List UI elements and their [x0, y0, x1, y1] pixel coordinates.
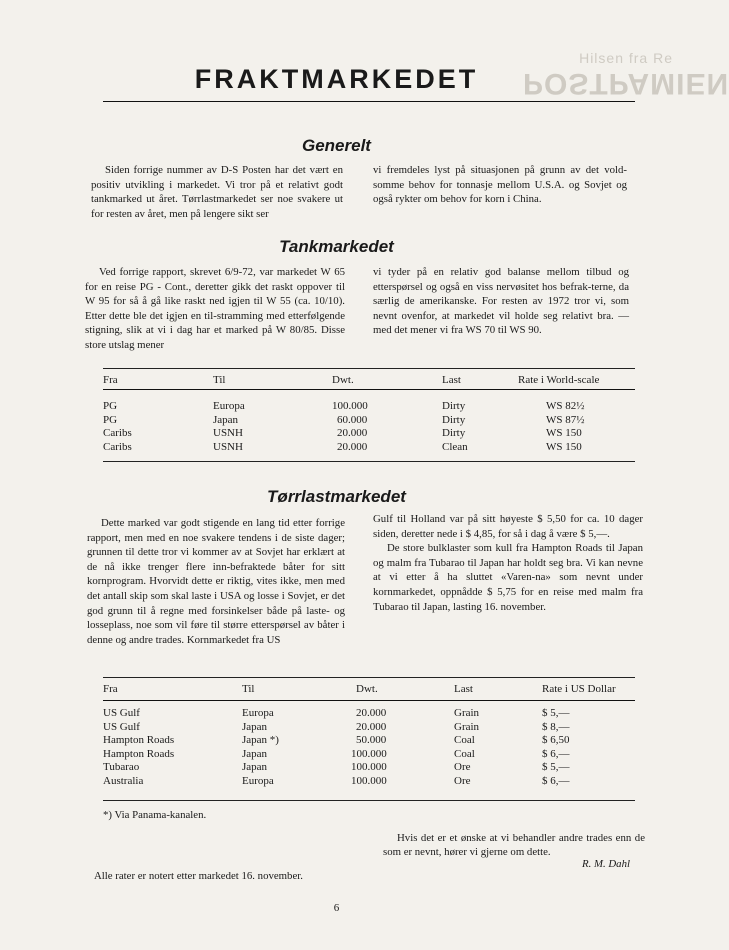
tank-table-top-rule	[103, 368, 635, 369]
cell-til: Europa	[242, 774, 274, 787]
torr-right-text-2: De store bulklaster som kull fra Hampton Roads til Japan og malm fra Tubarao til Japan har holdt seg bra. Vi kan nevne at vi etter å ha sluttet «Varen-na» som nevnt under kornmarkedet, oppnådde $ 5,75 for en reise med malm fra Tubarao til Japan, lasting 16. november.	[373, 542, 643, 613]
cell-fra: Caribs	[103, 440, 132, 453]
table-row	[103, 707, 635, 721]
footnote: *) Via Panama-kanalen.	[103, 809, 207, 821]
generelt-left-column	[91, 163, 343, 221]
col-header-fra: Fra	[103, 683, 118, 695]
torr-table-top-rule	[103, 677, 635, 678]
cell-til: Japan	[242, 747, 268, 760]
cell-rate: $ 6,50	[542, 734, 570, 747]
tank-right-text: vi tyder på en relativ god balanse mellom tilbud og etterspørsel og også en viss nervøsitet hos befrak-terne, da særlig de amerikanske. For resten av 1972 tror vi, som nevnt ovenfor, at markedet vil holde seg relativt bra. — med det mener vi fra WS 70 til WS 90.	[373, 266, 629, 337]
tank-rates-table	[103, 374, 635, 387]
table-row	[103, 748, 635, 762]
cell-til: Europa	[213, 400, 245, 412]
torr-right-text-1: Gulf til Holland var på sitt høyeste $ 5,50 for ca. 10 dager siden, deretter nede i $ 4,85, for så i dag å være $ 5,—.	[373, 513, 643, 540]
col-header-last: Last	[442, 374, 461, 386]
col-header-last: Last	[454, 683, 473, 695]
cell-last: Grain	[454, 707, 480, 719]
torr-table-header-rule	[103, 700, 635, 701]
torr-rates-table	[103, 683, 635, 696]
tank-table-bottom-rule	[103, 461, 635, 462]
table-row	[103, 761, 635, 775]
cell-last: Ore	[454, 761, 471, 774]
cell-rate: WS 82½	[546, 400, 585, 412]
cell-dwt: 20.000	[337, 427, 368, 439]
cell-last: Grain	[454, 720, 480, 733]
page-number: 6	[333, 902, 340, 914]
cell-fra: Hampton Roads	[103, 747, 175, 760]
table-header-row	[103, 683, 635, 696]
table-row	[103, 427, 635, 441]
cell-til: Japan	[213, 413, 239, 426]
cell-til: USNH	[213, 440, 243, 453]
cell-til: USNH	[213, 427, 243, 439]
tank-table-body	[103, 400, 635, 454]
cell-til: Europa	[242, 707, 274, 719]
generelt-right-text: vi fremdeles lyst på situasjonen på grunn av det vold-somme behov for tonnasje mellom U.S.A. og Sovjet og også rykter om behov for korn i China.	[373, 164, 627, 206]
cell-dwt: 20.000	[337, 440, 368, 453]
cell-fra: Hampton Roads	[103, 734, 175, 747]
cell-fra: US Gulf	[103, 707, 140, 719]
cell-rate: $ 5,—	[542, 707, 570, 719]
cell-rate: $ 6,—	[542, 774, 570, 787]
tank-right-column	[373, 265, 629, 338]
torr-right-column	[373, 512, 643, 614]
cell-dwt: 60.000	[337, 413, 368, 426]
table-row	[103, 734, 635, 748]
tank-left-column	[85, 265, 345, 353]
torr-table-bottom-rule	[103, 800, 635, 801]
col-header-rate: Rate i World-scale	[518, 374, 600, 386]
heading-generelt: Generelt	[302, 136, 371, 155]
col-header-dwt: Dwt.	[332, 374, 354, 386]
cell-dwt: 100.000	[351, 761, 387, 774]
generelt-left-text: Siden forrige nummer av D-S Posten har det vært en positiv utvikling i markedet. Vi tror på et relativt godt tankmarked ut året. Tørrlastmarkedet ser noe svakere ut for resten av året, men på lengere sikt ser	[91, 164, 343, 220]
cell-fra: PG	[103, 413, 118, 426]
cell-dwt: 20.000	[356, 707, 387, 719]
table-row	[103, 775, 635, 789]
page-title: FRAKTMARKEDET	[194, 64, 479, 94]
signature: R. M. Dahl	[582, 858, 630, 870]
cell-dwt: 20.000	[356, 720, 387, 733]
cell-rate: WS 150	[546, 440, 582, 453]
cell-dwt: 100.000	[351, 747, 387, 760]
table-row	[103, 721, 635, 735]
cell-fra: PG	[103, 400, 118, 412]
cell-dwt: 100.000	[332, 400, 368, 412]
cell-til: Japan *)	[242, 734, 279, 747]
cell-last: Ore	[454, 774, 471, 787]
cell-rate: $ 6,—	[542, 747, 570, 760]
cell-last: Dirty	[442, 413, 466, 426]
tank-left-text: Ved forrige rapport, skrevet 6/9-72, var markedet W 65 for en reise PG - Cont., deretter gikk det raskt oppover til W 95 for så å gå like raskt ned igjen til W 55 (ca. 10/10). Etter dette ble det igjen en til-stramming med etterfølgende stigning, slik at vi i dag har et marked på W 80/85. Disse store utslag mener	[85, 266, 345, 351]
col-header-til: Til	[213, 374, 226, 386]
cell-rate: WS 150	[546, 427, 582, 439]
torr-table-body	[103, 707, 635, 789]
cell-dwt: 50.000	[356, 734, 387, 747]
ghost-line-1: Hilsen fra Re	[579, 50, 673, 66]
cell-last: Coal	[454, 747, 475, 760]
cell-last: Coal	[454, 734, 475, 747]
cell-fra: US Gulf	[103, 720, 140, 733]
table-header-row	[103, 374, 635, 387]
cell-rate: $ 5,—	[542, 761, 570, 774]
torr-left-column	[87, 516, 345, 647]
rates-note: Alle rater er notert etter markedet 16. november.	[94, 870, 303, 882]
tank-table-header-rule	[103, 389, 635, 390]
ghost-line-2: POSTPAMIEN	[523, 67, 729, 100]
cell-fra: Australia	[103, 774, 144, 787]
col-header-fra: Fra	[103, 374, 118, 386]
cell-fra: Tubarao	[103, 761, 140, 774]
cell-rate: $ 8,—	[542, 720, 570, 733]
closing-remark: Hvis det er et ønske at vi behandler andre trades enn de som er nevnt, hører vi gjerne om dette.	[383, 832, 645, 858]
cell-last: Clean	[442, 440, 468, 453]
cell-last: Dirty	[442, 400, 466, 412]
title-rule	[103, 101, 635, 102]
cell-til: Japan	[242, 761, 268, 774]
torr-left-text: Dette marked var godt stigende en lang tid etter forrige rapport, men med en noe svakere tendens i de siste dager; grunnen til dette tror vi kommer av at Sovjet har erklært at de nå ikke trenger flere inn-befraktede båter for sitt kornprogram. Hvorvidt dette er riktig, vites ikke, men med det antall skip som skal laste i USA og losse i Sovjet, er det god grunn til å regne med forsinkelser både på laste- og losseplass, noe som vil føre til større etterspørsel av båter i denne og andre trades. Kornmarkedet fra US	[87, 517, 345, 646]
table-row	[103, 400, 635, 414]
cell-rate: WS 87½	[546, 413, 585, 426]
table-row	[103, 414, 635, 428]
cell-fra: Caribs	[103, 427, 132, 439]
generelt-right-column	[373, 163, 627, 207]
col-header-til: Til	[242, 683, 255, 695]
heading-torrlastmarkedet: Tørrlastmarkedet	[267, 487, 406, 506]
col-header-dwt: Dwt.	[356, 683, 378, 695]
cell-last: Dirty	[442, 427, 466, 439]
col-header-rate: Rate i US Dollar	[542, 683, 616, 695]
cell-dwt: 100.000	[351, 774, 387, 787]
heading-tankmarkedet: Tankmarkedet	[279, 237, 394, 256]
cell-til: Japan	[242, 720, 268, 733]
table-row	[103, 441, 635, 455]
